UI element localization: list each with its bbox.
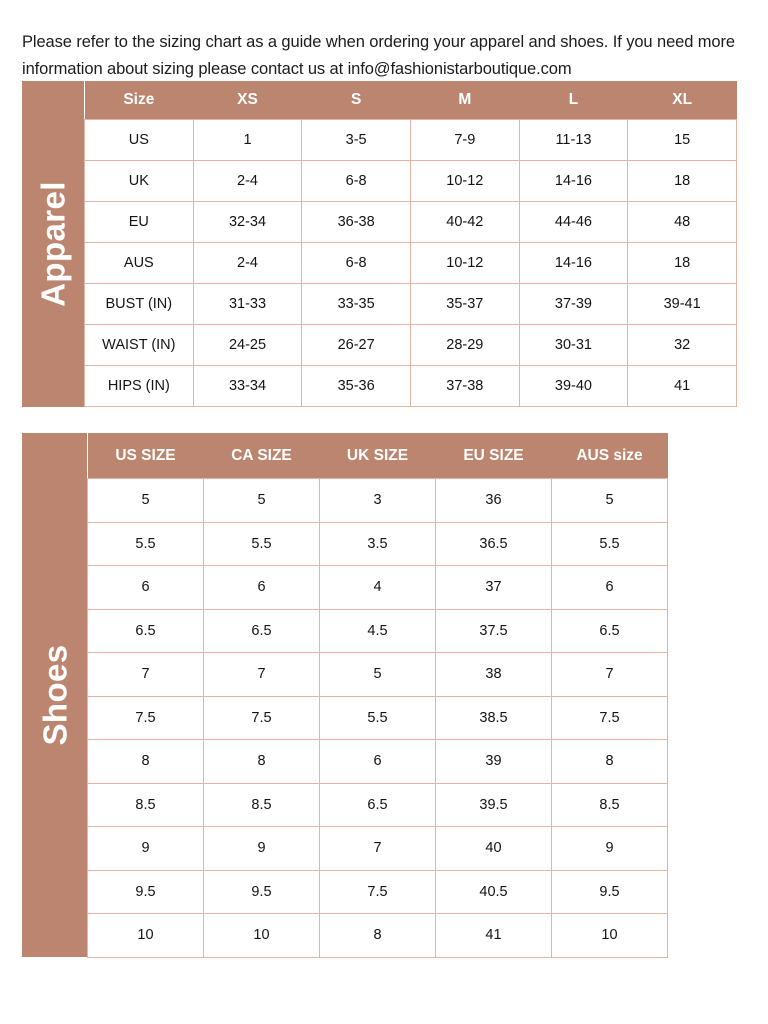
shoes-row (22, 827, 668, 871)
shoes-cell: 7 (552, 653, 668, 697)
shoes-cell: 36 (436, 479, 552, 523)
apparel-cell: 2-4 (193, 161, 302, 202)
shoes-cell: 39 (436, 740, 552, 784)
shoes-cell: 6.5 (552, 609, 668, 653)
shoes-cell: 39.5 (436, 783, 552, 827)
apparel-cell: 11-13 (519, 120, 628, 161)
shoes-cell: 9 (552, 827, 668, 871)
apparel-row-label: BUST (IN) (85, 284, 194, 325)
apparel-cell: 33-35 (302, 284, 411, 325)
apparel-header-xs: XS (193, 81, 302, 120)
shoes-table-body (22, 433, 668, 957)
apparel-cell: 35-36 (302, 366, 411, 407)
shoes-cell: 5.5 (320, 696, 436, 740)
apparel-row (22, 325, 737, 366)
apparel-cell: 15 (628, 120, 737, 161)
apparel-cell: 36-38 (302, 202, 411, 243)
shoes-row (22, 566, 668, 610)
apparel-cell: 28-29 (410, 325, 519, 366)
shoes-cell: 4 (320, 566, 436, 610)
shoes-cell: 7.5 (88, 696, 204, 740)
shoes-cell: 38 (436, 653, 552, 697)
shoes-cell: 6.5 (320, 783, 436, 827)
shoes-header-row (22, 433, 668, 479)
shoes-cell: 9.5 (552, 870, 668, 914)
shoes-cell: 6 (320, 740, 436, 784)
shoes-cell: 6 (204, 566, 320, 610)
shoes-cell: 6 (552, 566, 668, 610)
shoes-row (22, 479, 668, 523)
shoes-cell: 10 (552, 914, 668, 958)
intro-paragraph: Please refer to the sizing chart as a guide when ordering your apparel and shoes. If you need more information about sizing please contact us at info@fashionistarboutique.com (22, 32, 735, 78)
shoes-cell: 37.5 (436, 609, 552, 653)
shoes-row (22, 914, 668, 958)
shoes-cell: 8 (88, 740, 204, 784)
apparel-cell: 3-5 (302, 120, 411, 161)
shoes-cell: 5 (552, 479, 668, 523)
shoes-header-uk-size: UK SIZE (320, 433, 436, 479)
apparel-cell: 14-16 (519, 243, 628, 284)
shoes-cell: 9 (88, 827, 204, 871)
apparel-header-size: Size (85, 81, 194, 120)
apparel-header-l: L (519, 81, 628, 120)
apparel-cell: 41 (628, 366, 737, 407)
shoes-row (22, 783, 668, 827)
apparel-rail (22, 81, 85, 407)
apparel-cell: 6-8 (302, 161, 411, 202)
apparel-cell: 32 (628, 325, 737, 366)
apparel-row-label: US (85, 120, 194, 161)
shoes-cell: 7.5 (204, 696, 320, 740)
apparel-row (22, 202, 737, 243)
apparel-table-body (22, 81, 737, 407)
shoes-cell: 41 (436, 914, 552, 958)
shoes-cell: 7 (320, 827, 436, 871)
apparel-cell: 24-25 (193, 325, 302, 366)
shoes-cell: 9.5 (204, 870, 320, 914)
shoes-cell: 5 (320, 653, 436, 697)
shoes-cell: 7 (88, 653, 204, 697)
shoes-row (22, 740, 668, 784)
apparel-header-m: M (410, 81, 519, 120)
shoes-cell: 8.5 (88, 783, 204, 827)
shoes-size-table (22, 433, 668, 958)
shoes-cell: 6.5 (204, 609, 320, 653)
apparel-cell: 18 (628, 243, 737, 284)
shoes-cell: 5.5 (552, 522, 668, 566)
apparel-cell: 6-8 (302, 243, 411, 284)
apparel-header-s: S (302, 81, 411, 120)
apparel-cell: 32-34 (193, 202, 302, 243)
apparel-cell: 10-12 (410, 161, 519, 202)
shoes-header-aus-size: AUS size (552, 433, 668, 479)
apparel-row (22, 284, 737, 325)
shoes-rail-label: Shoes (36, 644, 73, 746)
shoes-header-eu-size: EU SIZE (436, 433, 552, 479)
apparel-row-label: UK (85, 161, 194, 202)
shoes-cell: 38.5 (436, 696, 552, 740)
shoes-cell: 5 (204, 479, 320, 523)
shoes-cell: 5.5 (88, 522, 204, 566)
shoes-cell: 7.5 (552, 696, 668, 740)
apparel-header-xl: XL (628, 81, 737, 120)
apparel-cell: 14-16 (519, 161, 628, 202)
apparel-cell: 39-41 (628, 284, 737, 325)
apparel-cell: 2-4 (193, 243, 302, 284)
apparel-cell: 30-31 (519, 325, 628, 366)
shoes-cell: 8.5 (204, 783, 320, 827)
apparel-cell: 26-27 (302, 325, 411, 366)
apparel-row-label: WAIST (IN) (85, 325, 194, 366)
apparel-cell: 33-34 (193, 366, 302, 407)
shoes-row (22, 870, 668, 914)
shoes-cell: 10 (88, 914, 204, 958)
apparel-cell: 35-37 (410, 284, 519, 325)
apparel-cell: 18 (628, 161, 737, 202)
apparel-rail-label: Apparel (34, 180, 72, 307)
shoes-cell: 5 (88, 479, 204, 523)
apparel-cell: 40-42 (410, 202, 519, 243)
apparel-row-label: EU (85, 202, 194, 243)
shoes-cell: 40.5 (436, 870, 552, 914)
shoes-cell: 9.5 (88, 870, 204, 914)
apparel-cell: 48 (628, 202, 737, 243)
shoes-cell: 8 (552, 740, 668, 784)
apparel-row (22, 161, 737, 202)
apparel-cell: 10-12 (410, 243, 519, 284)
shoes-cell: 8 (204, 740, 320, 784)
shoes-cell: 7 (204, 653, 320, 697)
shoes-cell: 4.5 (320, 609, 436, 653)
apparel-size-table (22, 81, 737, 407)
shoes-cell: 9 (204, 827, 320, 871)
shoes-header-ca-size: CA SIZE (204, 433, 320, 479)
shoes-cell: 36.5 (436, 522, 552, 566)
apparel-cell: 7-9 (410, 120, 519, 161)
shoes-row (22, 696, 668, 740)
apparel-cell: 31-33 (193, 284, 302, 325)
shoes-rail (22, 433, 88, 957)
shoes-row (22, 522, 668, 566)
shoes-cell: 8.5 (552, 783, 668, 827)
apparel-cell: 44-46 (519, 202, 628, 243)
apparel-header-row (22, 81, 737, 120)
shoes-cell: 6.5 (88, 609, 204, 653)
apparel-row (22, 366, 737, 407)
shoes-cell: 8 (320, 914, 436, 958)
shoes-cell: 10 (204, 914, 320, 958)
shoes-cell: 6 (88, 566, 204, 610)
apparel-cell: 37-39 (519, 284, 628, 325)
shoes-cell: 40 (436, 827, 552, 871)
shoes-header-us-size: US SIZE (88, 433, 204, 479)
apparel-row-label: AUS (85, 243, 194, 284)
shoes-row (22, 609, 668, 653)
shoes-row (22, 653, 668, 697)
apparel-cell: 39-40 (519, 366, 628, 407)
apparel-row (22, 243, 737, 284)
shoes-cell: 7.5 (320, 870, 436, 914)
shoes-cell: 3.5 (320, 522, 436, 566)
apparel-cell: 1 (193, 120, 302, 161)
apparel-row (22, 120, 737, 161)
shoes-cell: 5.5 (204, 522, 320, 566)
apparel-cell: 37-38 (410, 366, 519, 407)
apparel-row-label: HIPS (IN) (85, 366, 194, 407)
shoes-cell: 3 (320, 479, 436, 523)
shoes-cell: 37 (436, 566, 552, 610)
